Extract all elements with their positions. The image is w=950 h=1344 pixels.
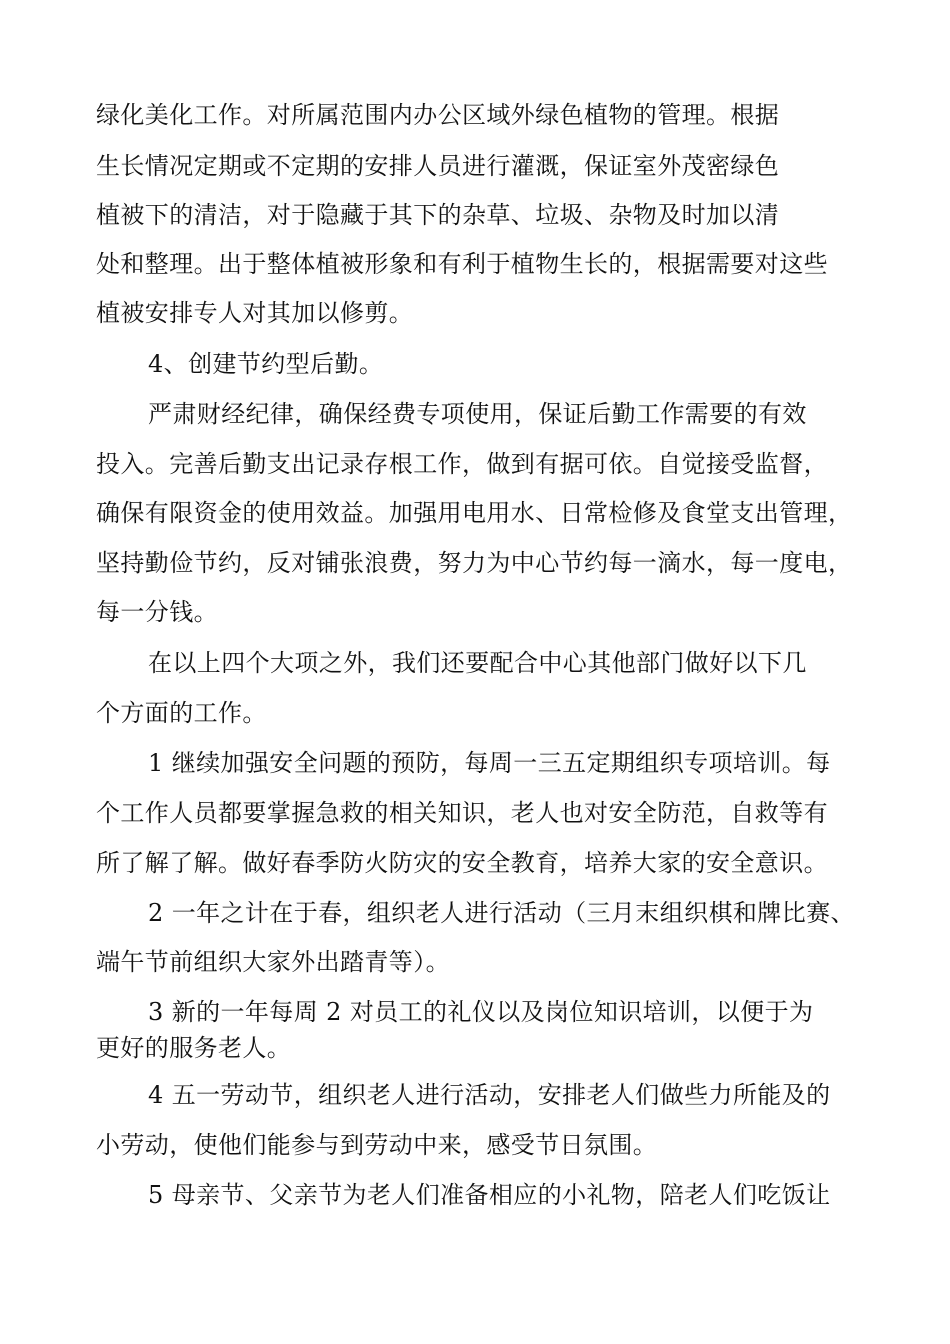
text-line: 所了解了解。做好春季防火防灾的安全教育，培养大家的安全意识。	[96, 849, 828, 877]
list-item: 2 一年之计在于春，组织老人进行活动（三月末组织棋和牌比赛、	[148, 899, 855, 927]
list-item: 5 母亲节、父亲节为老人们准备相应的小礼物，陪老人们吃饭让	[148, 1181, 831, 1209]
text-line: 个方面的工作。	[96, 699, 267, 727]
list-item: 1 继续加强安全问题的预防，每周一三五定期组织专项培训。每	[148, 749, 831, 777]
text-line: 端午节前组织大家外出踏青等）。	[96, 948, 450, 976]
text-line: 绿化美化工作。对所属范围内办公区域外绿色植物的管理。根据	[96, 101, 780, 129]
text-line: 坚持勤俭节约，反对铺张浪费，努力为中心节约每一滴水，每一度电，	[96, 549, 853, 577]
list-item: 3 新的一年每周 2 对员工的礼仪以及岗位知识培训，以便于为	[148, 998, 814, 1026]
text-line: 更好的服务老人。	[96, 1034, 292, 1062]
text-line: 严肃财经纪律，确保经费专项使用，保证后勤工作需要的有效	[148, 400, 807, 428]
text-line: 处和整理。出于整体植被形象和有利于植物生长的，根据需要对这些	[96, 250, 828, 278]
text-line: 小劳动，使他们能参与到劳动中来，感受节日氛围。	[96, 1131, 658, 1159]
text-line: 植被安排专人对其加以修剪。	[96, 299, 414, 327]
text-line: 植被下的清洁，对于隐藏于其下的杂草、垃圾、杂物及时加以清	[96, 201, 780, 229]
list-item: 4 五一劳动节，组织老人进行活动，安排老人们做些力所能及的	[148, 1081, 831, 1109]
text-line: 投入。完善后勤支出记录存根工作，做到有据可依。自觉接受监督，	[96, 450, 828, 478]
text-line: 个工作人员都要掌握急救的相关知识，老人也对安全防范，自救等有	[96, 799, 828, 827]
text-line: 确保有限资金的使用效益。加强用电用水、日常检修及食堂支出管理，	[96, 499, 853, 527]
text-line: 每一分钱。	[96, 598, 218, 626]
text-line: 在以上四个大项之外，我们还要配合中心其他部门做好以下几	[148, 649, 807, 677]
text-line: 生长情况定期或不定期的安排人员进行灌溉，保证室外茂密绿色	[96, 152, 780, 180]
section-heading: 4、创建节约型后勤。	[148, 350, 384, 378]
